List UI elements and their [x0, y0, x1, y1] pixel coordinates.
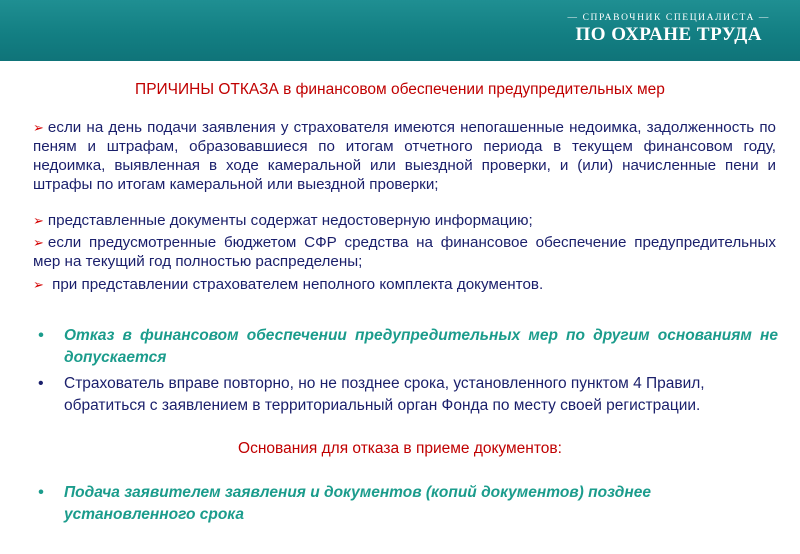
reason-item — [33, 118, 776, 194]
note-item — [38, 325, 778, 369]
reason-text: представленные документы содержат недостоверную информацию; — [47, 212, 533, 229]
page-title: ПРИЧИНЫ ОТКАЗА в финансовом обеспечении предупредительных мер — [135, 81, 665, 98]
reason-text: если предусмотренные бюджетом СФР средства на финансовое обеспечение предупредительных мер на текущий год полностью распределены; — [33, 234, 776, 270]
reason-item — [33, 233, 776, 271]
dot-bullet-icon: • — [38, 484, 44, 501]
arrow-bullet-icon: ➢ — [33, 120, 44, 135]
dot-bullet-icon: • — [38, 327, 44, 344]
arrow-bullet-icon: ➢ — [33, 213, 44, 228]
brand-title: ПО ОХРАНЕ ТРУДА — [575, 24, 763, 45]
note-text: Страхователь вправе повторно, но не позднее срока, установленного пунктом 4 Правил, обратиться с заявлением в территориальный орган Фонда по месту своей регистрации. — [64, 375, 705, 414]
arrow-bullet-icon: ➢ — [33, 277, 44, 292]
ground-item — [38, 482, 778, 526]
header-banner — [0, 0, 800, 61]
ground-text: Подача заявителем заявления и документов (копий документов) позднее установленного срока — [64, 484, 651, 523]
reason-text: при представлении страхователем неполного комплекта документов. — [47, 276, 544, 293]
dot-bullet-icon: • — [38, 375, 44, 392]
reason-text: если на день подачи заявления у страхователя имеются непогашенные недоимка, задолженность по пеням и штрафам, образовавшиеся по итогам отчетного периода в текущем финансовом году, недоимка, выявленная в ходе камеральной или выездной проверки, и (или) начисленные пени и штрафы по итогам камеральной или выездной проверки; — [33, 119, 776, 193]
note-text: Отказ в финансовом обеспечении предупредительных мер по другим основаниям не допускается — [64, 327, 778, 366]
note-item — [38, 373, 778, 417]
brand-subtitle: — СПРАВОЧНИК СПЕЦИАЛИСТА — — [567, 13, 770, 23]
section-subtitle: Основания для отказа в приеме документов: — [238, 440, 562, 457]
reason-item — [33, 275, 776, 294]
arrow-bullet-icon: ➢ — [33, 235, 44, 250]
brand-logo — [568, 13, 770, 45]
reason-item — [33, 211, 776, 230]
